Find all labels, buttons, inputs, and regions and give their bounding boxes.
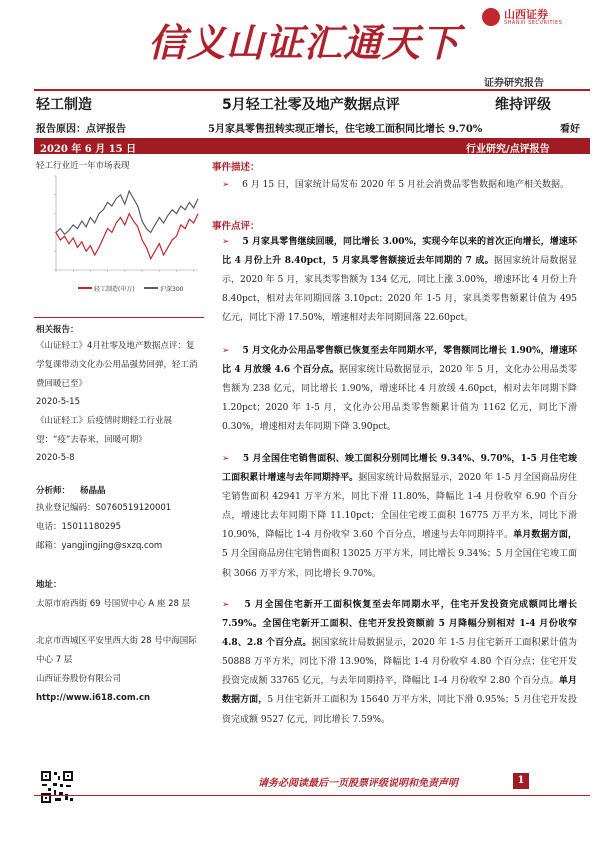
report-reason: 报告原因：点评报告: [36, 124, 126, 135]
bullet-icon: ➢: [222, 600, 230, 610]
address-beijing: 北京市西城区平安里西大街 28 号中海国际中心 7 层: [36, 636, 197, 665]
related-report-1[interactable]: 《山证轻工》4月社零及地产数据点评：复学复课带动文化办公用品强势回弹，轻工消费回暖已至》: [36, 341, 198, 389]
company-website[interactable]: http://www.i618.com.cn: [36, 693, 151, 703]
left-divider: [34, 317, 204, 318]
series-line-hs300: [56, 191, 198, 234]
analyst-label: 分析师：: [36, 486, 71, 496]
event-heading: 事件描述：: [212, 162, 260, 173]
address-label: 地址：: [36, 580, 62, 590]
paragraph-housing-sales: ➢ 5 月全国住宅销售面积、竣工面积分别同比增长 9.34%、9.70%，1-5 月住宅竣工面积累计增速与去年同期持平。据国家统计局数据显示，2020 年 1-5 月全国商品房住宅销售面积 42941 万平方米，同比下滑 11.80%，降幅比 1-4 月份收窄 6.90 个百分点，增速比去年同期下降 11.10pct；全国住宅竣工面积 16775 万平方米，同比下滑 10.90%，降幅比 1-4 月份收窄 3.60 个百分点，增速与去年同期持平。单月数据方面，5 月全国商品房住宅销售面积 13025 万平方米，同比增长 9.34%；5 月全国住宅竣工面积 3066 万平方米，同比增长 9.70%。: [222, 454, 577, 579]
paragraph-new-construction: ➢ 5 月全国住宅新开工面积恢复至去年同期水平，住宅开发投资完成额同比增长 7.59%。全国住宅新开工面积、住宅开发投资额前 5 月降幅分别相对 1-4 月份收窄 4.8、2.8 个百分点。据国家统计局数据显示，2020 年 1-5 月住宅新开工面积累计值为 50888 万平方米，同比下滑 13.90%，降幅比 1-4 月份收窄 4.80 个百分点；住宅开发投资完成额 33765 亿元，与去年同期持平，降幅比 1-4 月份收窄 2.80 个百分点。单月数据方面，5 月住宅新开工面积为 15640 万平方米，同比下滑 0.95%；5 月住宅开发投资完成额 9527 亿元，同比增长 7.59%。: [222, 600, 578, 725]
company-name: 山西证券股份有限公司: [36, 674, 122, 684]
rating-view: 看好: [560, 124, 580, 135]
address-taiyuan: 太原市府西街 69 号国贸中心 A 座 28 层: [36, 599, 191, 609]
comment-heading: 事件点评：: [212, 221, 260, 232]
company-logo: [482, 6, 590, 32]
report-category: 行业研究/点评报告: [466, 144, 550, 155]
bullet-icon: ➢: [222, 180, 230, 190]
related-reports-label: 相关报告：: [36, 325, 79, 335]
analyst-phone: 电话：15011180295: [36, 522, 121, 532]
header-slogan: 信义山证汇通天下: [148, 20, 461, 65]
header-divider: [34, 89, 590, 91]
legend-label-hs300: 沪深300: [160, 286, 184, 293]
logo-text-en: SHANXI SECURITIES: [504, 20, 563, 26]
bullet-icon: ➢: [222, 454, 230, 464]
analyst-name: 杨晶晶: [80, 486, 106, 496]
footer-divider: [34, 795, 590, 796]
rating: 维持评级: [495, 97, 551, 113]
bullet-icon: ➢: [222, 346, 230, 356]
report-date: 2020 年 6 月 15 日: [40, 144, 137, 155]
bullet-icon: ➢: [222, 237, 230, 247]
industry-name: 轻工制造: [36, 97, 92, 113]
legend-label-light-industry: 轻工制造(申万): [94, 286, 135, 293]
qr-code-icon: [40, 770, 74, 804]
related-report-2-date: 2020-5-8: [36, 453, 75, 463]
related-report-1-date: 2020-5-15: [36, 397, 80, 407]
disclaimer-notice[interactable]: 请务必阅读最后一页股票评级说明和免责声明: [258, 778, 458, 789]
page-number: 1: [513, 773, 529, 789]
related-report-2[interactable]: 《山证轻工》后疫情时期轻工行业展望：“疫”去春来，回暖可期》: [36, 416, 173, 445]
chart-title: 轻工行业近一年市场表现: [36, 161, 130, 171]
paragraph-furniture: ➢ 5 月家具零售继续回暖，同比增长 3.00%，实现今年以来的首次正向增长，增速环比 4 月份上升 8.40pct，5 月家具零售额接近去年同期的 7 成。据国家统计局数据显示，2020 年 5 月，家具类零售额为 134 亿元，同比上涨 3.00%，增速环比 4 月份上升 8.40pct，相对去年同期回落 3.10pct；2020 年 1-5 月，家具类零售额累计值为 495 亿元，同比下滑 17.50%，增速相对去年同期回落 22.60pct。: [222, 237, 578, 324]
paragraph-office-supplies: ➢ 5 月文化办公用品零售额已恢复至去年同期水平，零售额同比增长 1.90%，增速环比 4 月放缓 4.6 个百分点。据国家统计局数据显示，2020 年 5 月，文化办公用品类零售额为 238 亿元，同比增长 1.90%，增速环比 4 月放缓 4.60pct，相对去年同期下降 1.20pct；2020 年 1-5 月，文化办公用品类零售额累计值为 1162 亿元，同比下滑 0.30%，增速相对去年同期下降 3.90pct。: [222, 346, 577, 433]
report-subtitle: 5月家具零售扭转实现正增长，住宅竣工面积同比增长 9.70%: [208, 124, 483, 135]
analyst-license: 执业登记编码：S0760519120001: [36, 503, 172, 513]
analyst-email[interactable]: 邮箱：yangjingjing@sxzq.com: [36, 541, 163, 551]
series-line-light-industry: [56, 214, 198, 259]
logo-mark-icon: [482, 8, 500, 26]
report-type: 证券研究报告: [484, 78, 544, 89]
logo-text-cn: 山西证券: [504, 8, 548, 21]
event-paragraph: ➢ 6 月 15 日，国家统计局发布 2020 年 5 月社会消费品零售数据和地产相关数据。: [222, 180, 569, 190]
market-performance-chart: [34, 170, 204, 298]
page-title: 5月轻工社零及地产数据点评: [222, 97, 400, 113]
